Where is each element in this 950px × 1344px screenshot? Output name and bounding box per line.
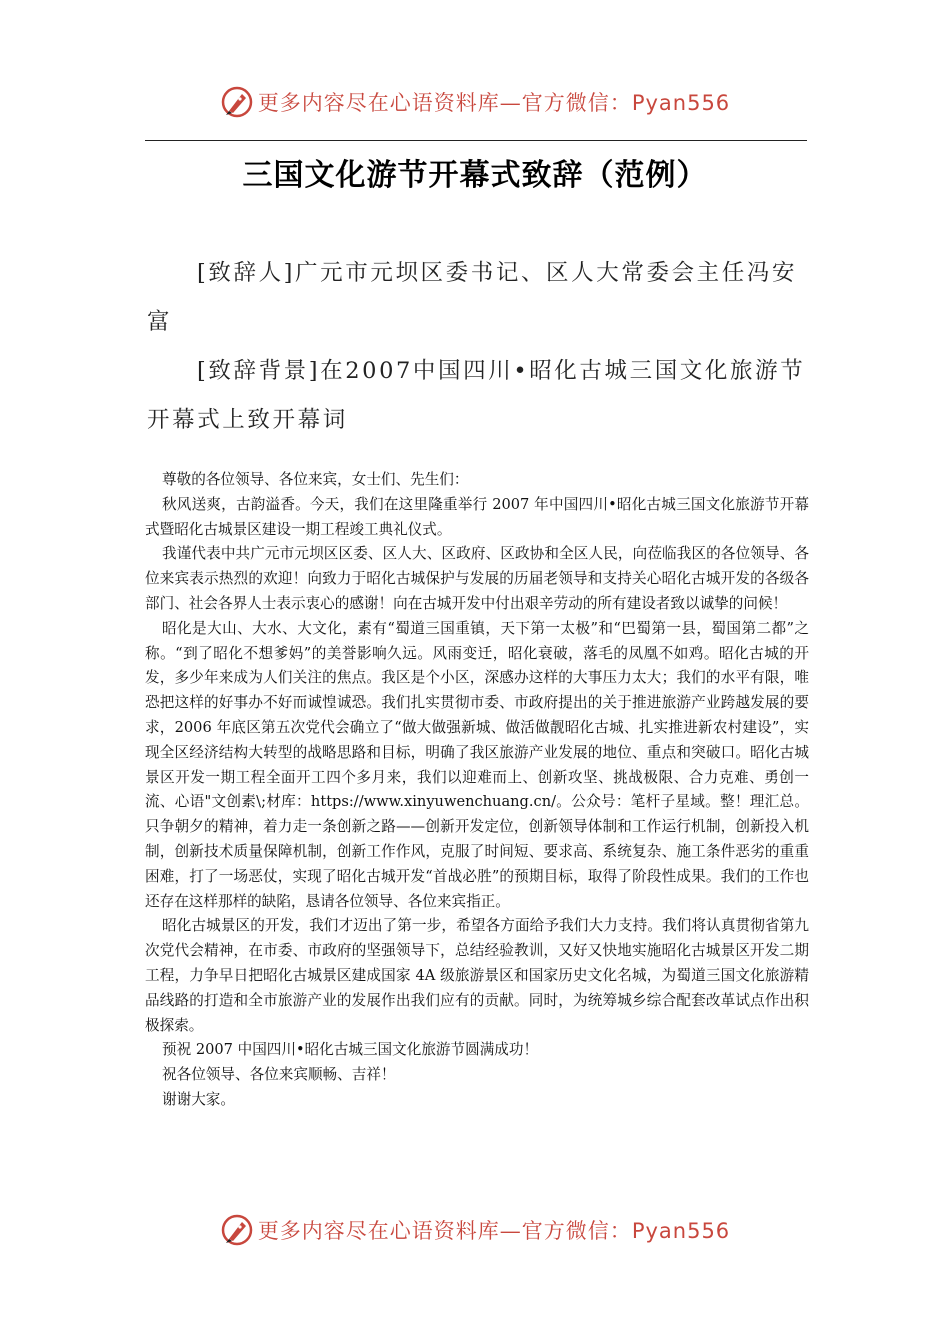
- banner-text: 更多内容尽在心语资料库—官方微信：Pyan556: [257, 91, 731, 115]
- banner-text: 更多内容尽在心语资料库—官方微信：Pyan556: [257, 1219, 731, 1243]
- paragraph: 我谨代表中共广元市元坝区区委、区人大、区政府、区政协和全区人民，向莅临我区的各位领导、各位来宾表示热烈的欢迎！向致力于昭化古城保护与发展的历届老领导和支持关心昭化古城开发的各级各部门、社会各界人士表示衷心的感谢！向在古城开发中付出艰辛劳动的所有建设者致以诚挚的问候！: [145, 545, 809, 612]
- header-divider: [145, 140, 807, 141]
- speaker-line: [致辞人]广元市元坝区委书记、区人大常委会主任冯安富: [147, 260, 798, 335]
- footer-banner: [0, 1210, 950, 1250]
- speech-body: [145, 468, 809, 1113]
- paragraph: 昭化古城景区的开发，我们才迈出了第一步，希望各方面给予我们大力支持。我们将认真贯彻省第九次党代会精神，在市委、市政府的坚强领导下，总结经验教训，又好又快地实施昭化古城景区开发二期工程，力争早日把昭化古城景区建成国家 4A 级旅游景区和国家历史文化名城，为蜀道三国文化旅游精品线路的打造和全市旅游产业的发展作出我们应有的贡献。同时，为统筹城乡综合配套改革试点作出积极探索。: [145, 917, 809, 1034]
- pen-nib-logo-icon: [220, 1213, 254, 1247]
- paragraph: 秋风送爽，古韵溢香。今天，我们在这里隆重举行 2007 年中国四川•昭化古城三国文化旅游节开幕式暨昭化古城景区建设一期工程竣工典礼仪式。: [145, 495, 809, 538]
- paragraph: 祝各位领导、各位来宾顺畅、吉祥！: [162, 1066, 396, 1084]
- pen-nib-logo-icon: [220, 85, 254, 119]
- paragraph: 尊敬的各位领导、各位来宾，女士们、先生们：: [162, 471, 469, 488]
- paragraph: 谢谢大家。: [162, 1090, 235, 1108]
- header-banner: [0, 82, 950, 122]
- paragraph: 预祝 2007 中国四川•昭化古城三国文化旅游节圆满成功！: [162, 1041, 539, 1059]
- page-title: 三国文化游节开幕式致辞（范例）: [242, 158, 708, 193]
- paragraph: 昭化是大山、大水、大文化，素有“蜀道三国重镇，天下第一太极”和“巴蜀第一县，蜀国第二都”之称。“到了昭化不想爹妈”的美誉影响久远。风雨变迁，昭化衰破，落毛的凤凰不如鸡。昭化古城的开发，多少年来成为人们关注的焦点。我区是个小区，深感办这样的大事压力太大；我们的水平有限，唯恐把这样的好事办不好而诚惶诚恐。我们扎实贯彻市委、市政府提出的关于推进旅游产业跨越发展的要求，2006 年底区第五次党代会确立了“做大做强新城、做活做靓昭化古城、扎实推进新农村建设”，实现全区经济结构大转型的战略思路和目标，明确了我区旅游产业发展的地位、重点和突破口。昭化古城景区开发一期工程全面开工四个多月来，我们以迎难而上、创新攻坚、挑战极限、合力克难、勇创一流、心语"文创素\;材库：https://www.xinyuwenchuang.cn/。公众号：笔杆子星域。整！理汇总。只争朝夕的精神，着力走一条创新之路——创新开发定位，创新领导体制和工作运行机制，创新投入机制，创新技术质量保障机制，创新工作作风，克服了时间短、要求高、系统复杂、施工条件恶劣的重重困难，打了一场恶仗，实现了昭化古城开发“首战必胜”的预期目标，取得了阶段性成果。我们的工作也还存在这样那样的缺陷，恳请各位领导、各位来宾指正。: [145, 619, 809, 910]
- background-line: [致辞背景]在2007中国四川•昭化古城三国文化旅游节开幕式上致开幕词: [147, 358, 806, 433]
